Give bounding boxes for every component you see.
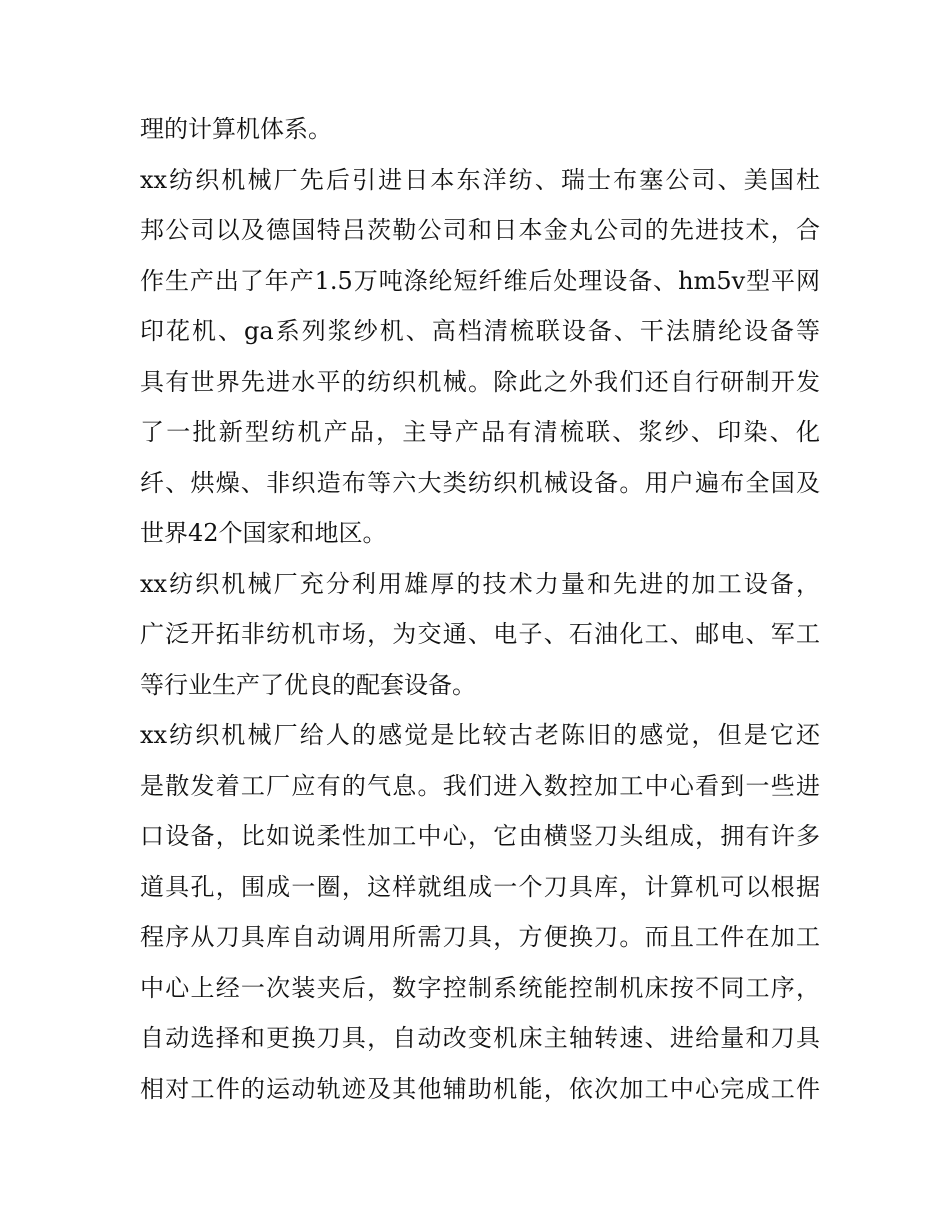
text-line: 等行业生产了优良的配套设备。	[140, 670, 476, 699]
text-line: 程序从刀具库自动调用所需刀具，方便换刀。而且工件在加工	[140, 923, 820, 951]
text-line: 具有世界先进水平的纺织机械。除此之外我们还自行研制开发	[140, 367, 820, 396]
document-body	[140, 104, 820, 1114]
text-line: 印花机、ga系列浆纱机、高档清梳联设备、干法腈纶设备等	[140, 317, 820, 345]
text-line: 相对工件的运动轨迹及其他辅助机能，依次加工中心完成工件	[140, 1074, 820, 1103]
text-line: 作生产出了年产1.5万吨涤纶短纤维后处理设备、hm5v型平网	[140, 266, 820, 295]
text-line: xx纺织机械厂先后引进日本东洋纺、瑞士布塞公司、美国杜	[140, 165, 820, 194]
text-line: 纤、烘燥、非织造布等六大类纺织机械设备。用户遍布全国及	[140, 468, 820, 497]
text-line: 中心上经一次装夹后，数字控制系统能控制机床按不同工序，	[140, 973, 820, 1002]
text-line: 自动选择和更换刀具，自动改变机床主轴转速、进给量和刀具	[140, 1024, 820, 1052]
text-line: 世界42个国家和地区。	[140, 519, 387, 547]
text-line: xx纺织机械厂给人的感觉是比较古老陈旧的感觉，但是它还	[140, 721, 820, 749]
text-line: xx纺织机械厂充分利用雄厚的技术力量和先进的加工设备，	[140, 569, 820, 598]
text-line: 口设备，比如说柔性加工中心，它由横竖刀头组成，拥有许多	[140, 822, 820, 850]
text-line: 道具孔，围成一圈，这样就组成一个刀具库，计算机可以根据	[140, 872, 820, 901]
text-line: 广泛开拓非纺机市场，为交通、电子、石油化工、邮电、军工	[140, 620, 820, 648]
text-line: 是散发着工厂应有的气息。我们进入数控加工中心看到一些进	[140, 771, 820, 800]
text-line: 理的计算机体系。	[140, 115, 332, 143]
text-line: 邦公司以及德国特吕茨勒公司和日本金丸公司的先进技术，合	[140, 216, 820, 244]
text-line: 了一批新型纺机产品，主导产品有清梳联、浆纱、印染、化	[140, 418, 820, 446]
